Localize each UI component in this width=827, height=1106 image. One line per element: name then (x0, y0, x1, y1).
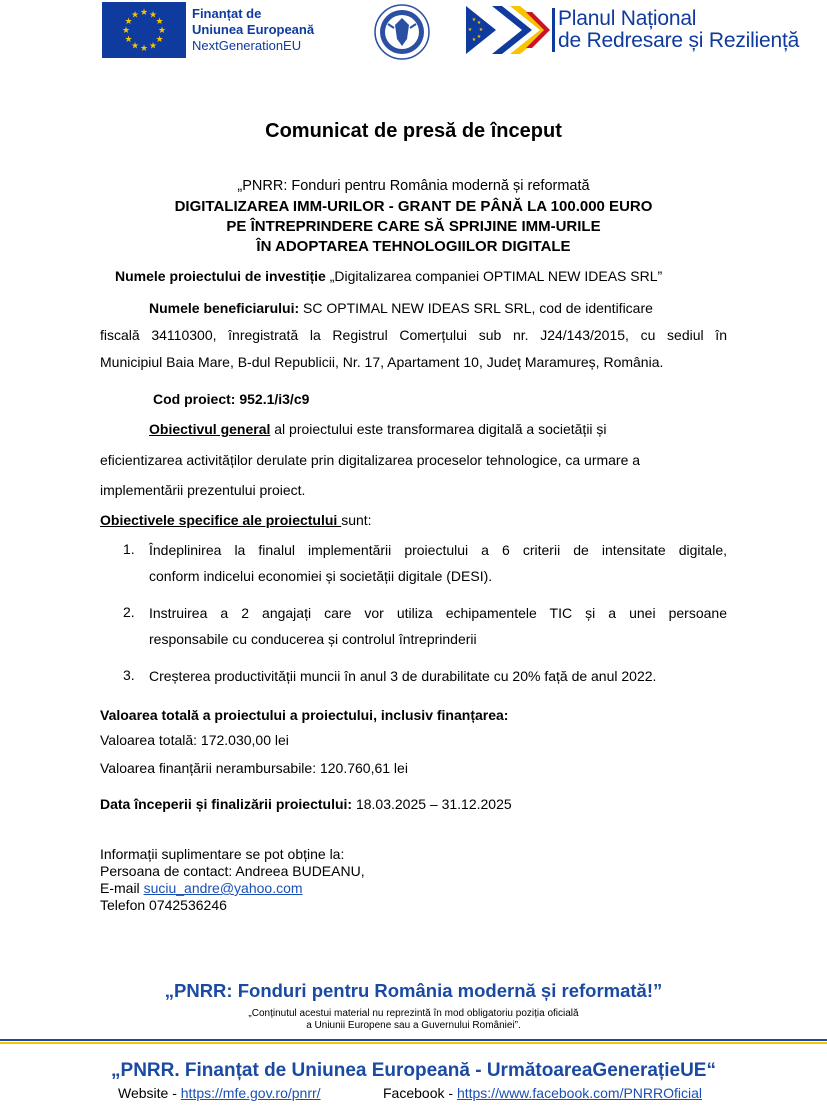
general-objective-line-1 (100, 421, 727, 437)
svg-text:★: ★ (157, 26, 167, 36)
beneficiary-value-1: SC OPTIMAL NEW IDEAS SRL SRL, cod de identificare (299, 300, 653, 316)
beneficiary-line-1 (100, 300, 727, 316)
eu-line-1: Finanțat de (192, 6, 262, 21)
svg-text:★: ★ (471, 37, 477, 43)
contact-person: Persoana de contact: Andreea BUDEANU, (100, 863, 365, 879)
svg-text:★: ★ (130, 10, 140, 21)
beneficiary-label: Numele beneficiarului: (149, 300, 300, 316)
specific-objectives-suffix: sunt: (341, 512, 372, 528)
svg-text:★: ★ (148, 10, 158, 21)
list-number: 2. (123, 604, 135, 620)
project-name-label: Numele proiectului de investiție (115, 268, 326, 284)
eu-stars-icon (102, 2, 186, 58)
eu-line-2: Uniunea Europeană (192, 22, 315, 37)
footer-website (118, 1085, 321, 1101)
specific-objectives-label: Obiectivele specifice ale proiectului (100, 512, 342, 528)
svg-text:★: ★ (148, 41, 158, 52)
general-objective-line-3: implementării prezentului proiect. (100, 482, 306, 498)
list-text (149, 537, 727, 589)
footer-eu-slogan: „PNRR. Finanțat de Uniunea Europeană - UrmătoareaGenerațieUE“ (111, 1060, 716, 1081)
pnrr-divider (552, 8, 555, 52)
svg-text:★: ★ (155, 17, 164, 27)
svg-text:★: ★ (478, 27, 484, 33)
romanian-government-seal-logo (374, 4, 430, 60)
svg-text:★: ★ (467, 27, 473, 33)
value-total: Valoarea totală: 172.030,00 lei (100, 732, 289, 748)
svg-text:★: ★ (139, 8, 149, 18)
list-number: 3. (123, 667, 135, 683)
pnrr-line-1: Planul Național (558, 7, 697, 30)
dates-label: Data începerii și finalizării proiectului: (100, 796, 353, 812)
intro-slogan: „PNRR: Fonduri pentru România modernă și reformată (237, 178, 590, 194)
website-link[interactable]: https://mfe.gov.ro/pnrr/ (180, 1085, 321, 1101)
svg-text:★: ★ (139, 44, 149, 54)
website-label: Website - (118, 1085, 181, 1101)
footer-disclaimer (0, 1008, 827, 1032)
footer-divider (0, 1039, 827, 1044)
pnrr-line-2: de Redresare și Reziliență (558, 29, 800, 52)
svg-text:★: ★ (476, 20, 482, 26)
value-grant: Valoarea finanțării nerambursabile: 120.760,61 lei (100, 760, 408, 776)
general-objective-line-2: eficientizarea activităților derulate prin digitalizarea proceselor tehnologice, ca urmare a (100, 452, 641, 468)
list-text (149, 600, 727, 652)
svg-text:★: ★ (155, 35, 164, 45)
svg-text:★: ★ (121, 26, 131, 36)
disclaimer-line-2: a Uniunii Europene sau a Guvernului României”. (306, 1020, 521, 1031)
disclaimer-line-1: „Conținutul acestui material nu reprezintă în mod obligatoriu poziția oficială (248, 1008, 579, 1019)
email-label: E-mail (100, 880, 144, 896)
specific-objectives-heading (100, 512, 727, 528)
list-text-line-1: Îndeplinirea la finalul implementării proiectului a 6 criterii de intensitate digitale, (149, 542, 727, 558)
contact-block (100, 846, 727, 914)
list-text (149, 663, 727, 689)
beneficiary-line-3: Municipiul Baia Mare, B-dul Republicii, Nr. 17, Apartament 10, Județ Maramureș, România. (100, 354, 664, 370)
facebook-link[interactable]: https://www.facebook.com/PNRROficial (456, 1085, 703, 1101)
general-objective-text-1: al proiectului este transformarea digitală a societății și (270, 421, 607, 437)
eu-flag-logo (102, 2, 186, 58)
contact-email (100, 880, 727, 897)
footer-slogan: „PNRR: Fonduri pentru România modernă și reformată!” (164, 980, 663, 1001)
dates-value: 18.03.2025 – 31.12.2025 (352, 796, 512, 812)
svg-text:★: ★ (130, 41, 140, 52)
contact-phone: Telefon 0742536246 (100, 897, 227, 913)
intro-heading-2: PE ÎNTREPRINDERE CARE SĂ SPRIJINE IMM-URILE (226, 218, 601, 235)
svg-text:★: ★ (124, 35, 133, 45)
project-code: Cod proiect: 952.1/i3/c9 (153, 391, 310, 407)
list-text-line-2: conform indicelui economiei și societății digitale (DESI). (149, 568, 493, 584)
project-name-value: „Digitalizarea companiei OPTIMAL NEW IDEAS SRL” (325, 268, 663, 284)
general-objective-label: Obiectivul general (149, 421, 271, 437)
value-heading: Valoarea totală a proiectului a proiectului, inclusiv finanțarea: (100, 707, 509, 723)
eu-funding-text (192, 6, 314, 54)
facebook-label: Facebook - (383, 1085, 457, 1101)
pnrr-title (558, 8, 799, 52)
email-link[interactable]: suciu_andre@yahoo.com (143, 880, 303, 896)
svg-text:★: ★ (476, 34, 482, 40)
page-title: Comunicat de presă de început (265, 120, 562, 142)
contact-intro: Informații suplimentare se pot obține la: (100, 846, 345, 862)
project-dates (100, 796, 727, 812)
svg-text:★: ★ (471, 17, 477, 23)
intro-heading-3: ÎN ADOPTAREA TEHNOLOGIILOR DIGITALE (256, 238, 571, 255)
project-name (115, 268, 662, 284)
svg-text:★: ★ (124, 17, 133, 27)
list-text-line-1: Creșterea productivității muncii în anul 3 de durabilitate cu 20% față de anul 2022. (149, 668, 657, 684)
beneficiary-line-2: fiscală 34110300, înregistrată la Registrul Comerțului sub nr. J24/143/2015, cu sediul în (100, 327, 727, 343)
eu-line-3: NextGenerationEU (192, 38, 302, 53)
list-number: 1. (123, 541, 135, 557)
intro-heading-1: DIGITALIZAREA IMM-URILOR - GRANT DE PÂNĂ LA 100.000 EURO (174, 198, 653, 215)
list-text-line-1: Instruirea a 2 angajați care vor utiliza echipamentele TIC și a unei persoane (149, 605, 727, 621)
list-text-line-2: responsabile cu conducerea și controlul întreprinderii (149, 631, 477, 647)
pnrr-logo-icon (466, 6, 550, 54)
footer-facebook (383, 1085, 702, 1101)
